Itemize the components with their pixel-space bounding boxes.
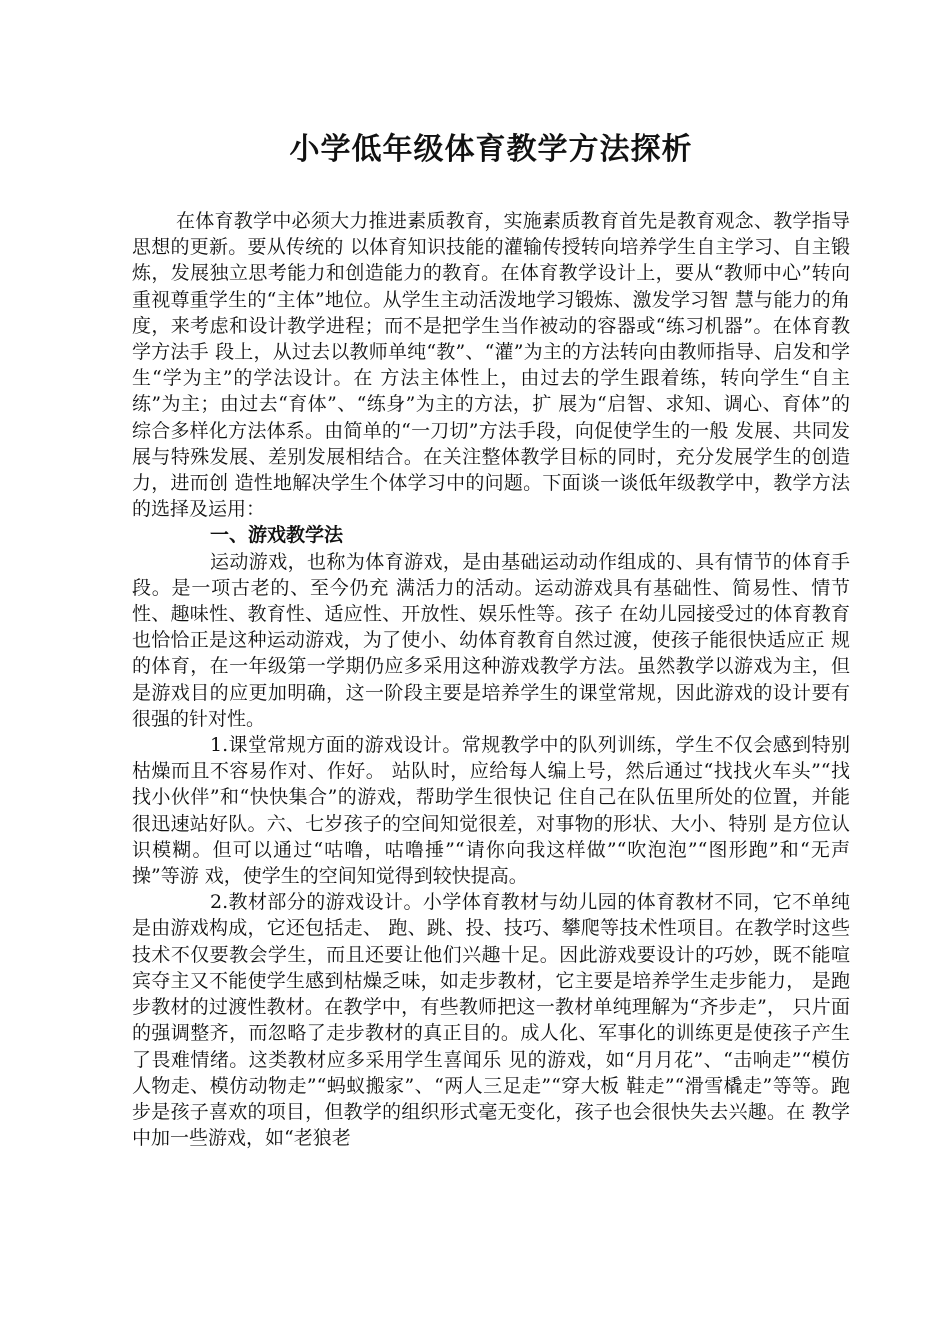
section1-paragraph-1: 运动游戏，也称为体育游戏，是由基础运动动作组成的、具有情节的体育手段。是一项古老的、至今仍充 满活力的活动。运动游戏具有基础性、简易性、情节性、趣味性、教育性、适应性、开放性、娱乐性等。孩子 在幼儿园接受过的体育教育也恰恰正是这种运动游戏，为了使小、幼体育教育自然过渡，使孩子能很快适应正 规的体育，在一年级第一学期仍应多采用这种游戏教学方法。虽然教学以游戏为主，但是游戏目的应更加明确，这一阶段主要是培养学生的课堂常规，因此游戏的设计要有很强的针对性。: [132, 550, 850, 730]
intro-paragraph: 在体育教学中必须大力推进素质教育，实施素质教育首先是教育观念、教学指导思想的更新。要从传统的 以体育知识技能的灌输传授转向培养学生自主学习、自主锻炼，发展独立思考能力和创造能力的教育。在体育教学设计上，要从“教师中心”转向重视尊重学生的“主体”地位。从学生主动活泼地学习锻炼、激发学习智 慧与能力的角度，来考虑和设计教学进程；而不是把学生当作被动的容器或“练习机器”。在体育教学方法手 段上，从过去以教师单纯“教”、“灌”为主的方法转向由教师指导、启发和学生“学为主”的学法设计。在 方法主体性上，由过去的学生跟着练，转向学生“自主练”为主；由过去“育体”、“练身”为主的方法，扩 展为“启智、求知、调心、育体”的综合多样化方法体系。由简单的“一刀切”方法手段，向促使学生的一般 发展、共同发展与特殊发展、差别发展相结合。在关注整体教学目标的同时，充分发展学生的创造力，进而创 造性地解决学生个体学习中的问题。下面谈一谈低年级教学中，教学方法的选择及运用：: [132, 210, 850, 521]
document-title: 小学低年级体育教学方法探析: [289, 132, 693, 167]
section1-paragraph-3: 2.教材部分的游戏设计。小学体育教材与幼儿园的体育教材不同，它不单纯是由游戏构成，它还包括走、 跑、跳、投、技巧、攀爬等技术性项目。在教学时这些技术不仅要教会学生，而且还要让他们兴趣十足。因此游戏要设计的巧妙，既不能喧宾夺主又不能使学生感到枯燥乏味，如走步教材，它主要是培养学生走步能力， 是跑步教材的过渡性教材。在教学中，有些教师把这一教材单纯理解为“齐步走”， 只片面的强调整齐，而忽略了走步教材的真正目的。成人化、军事化的训练更是使孩子产生了畏难情绪。这类教材应多采用学生喜闻乐 见的游戏，如“月月花”、“击响走”“模仿人物走、模仿动物走”“蚂蚁搬家”、“两人三足走”“穿大板 鞋走”“滑雪橇走”等等。跑步是孩子喜欢的项目，但教学的组织形式毫无变化，孩子也会很快失去兴趣。在 教学中加一些游戏，如“老狼老: [132, 891, 850, 1150]
section-heading-game-method: 一、游戏教学法: [210, 524, 344, 547]
section1-paragraph-2: 1.课堂常规方面的游戏设计。常规教学中的队列训练，学生不仅会感到特别枯燥而且不容易作对、作好。 站队时，应给每人编上号，然后通过“找找火车头”“找找小伙伴”和“快快集合”的游戏，帮助学生很快记 住自己在队伍里所处的位置，并能很迅速站好队。六、七岁孩子的空间知觉很差，对事物的形状、大小、特别 是方位认识模糊。但可以通过“咕噜，咕噜捶”“请你向我这样做”“吹泡泡”“图形跑”和“无声操”等游 戏，使学生的空间知觉得到较快提高。: [132, 734, 850, 888]
document-page: [132, 128, 850, 1151]
